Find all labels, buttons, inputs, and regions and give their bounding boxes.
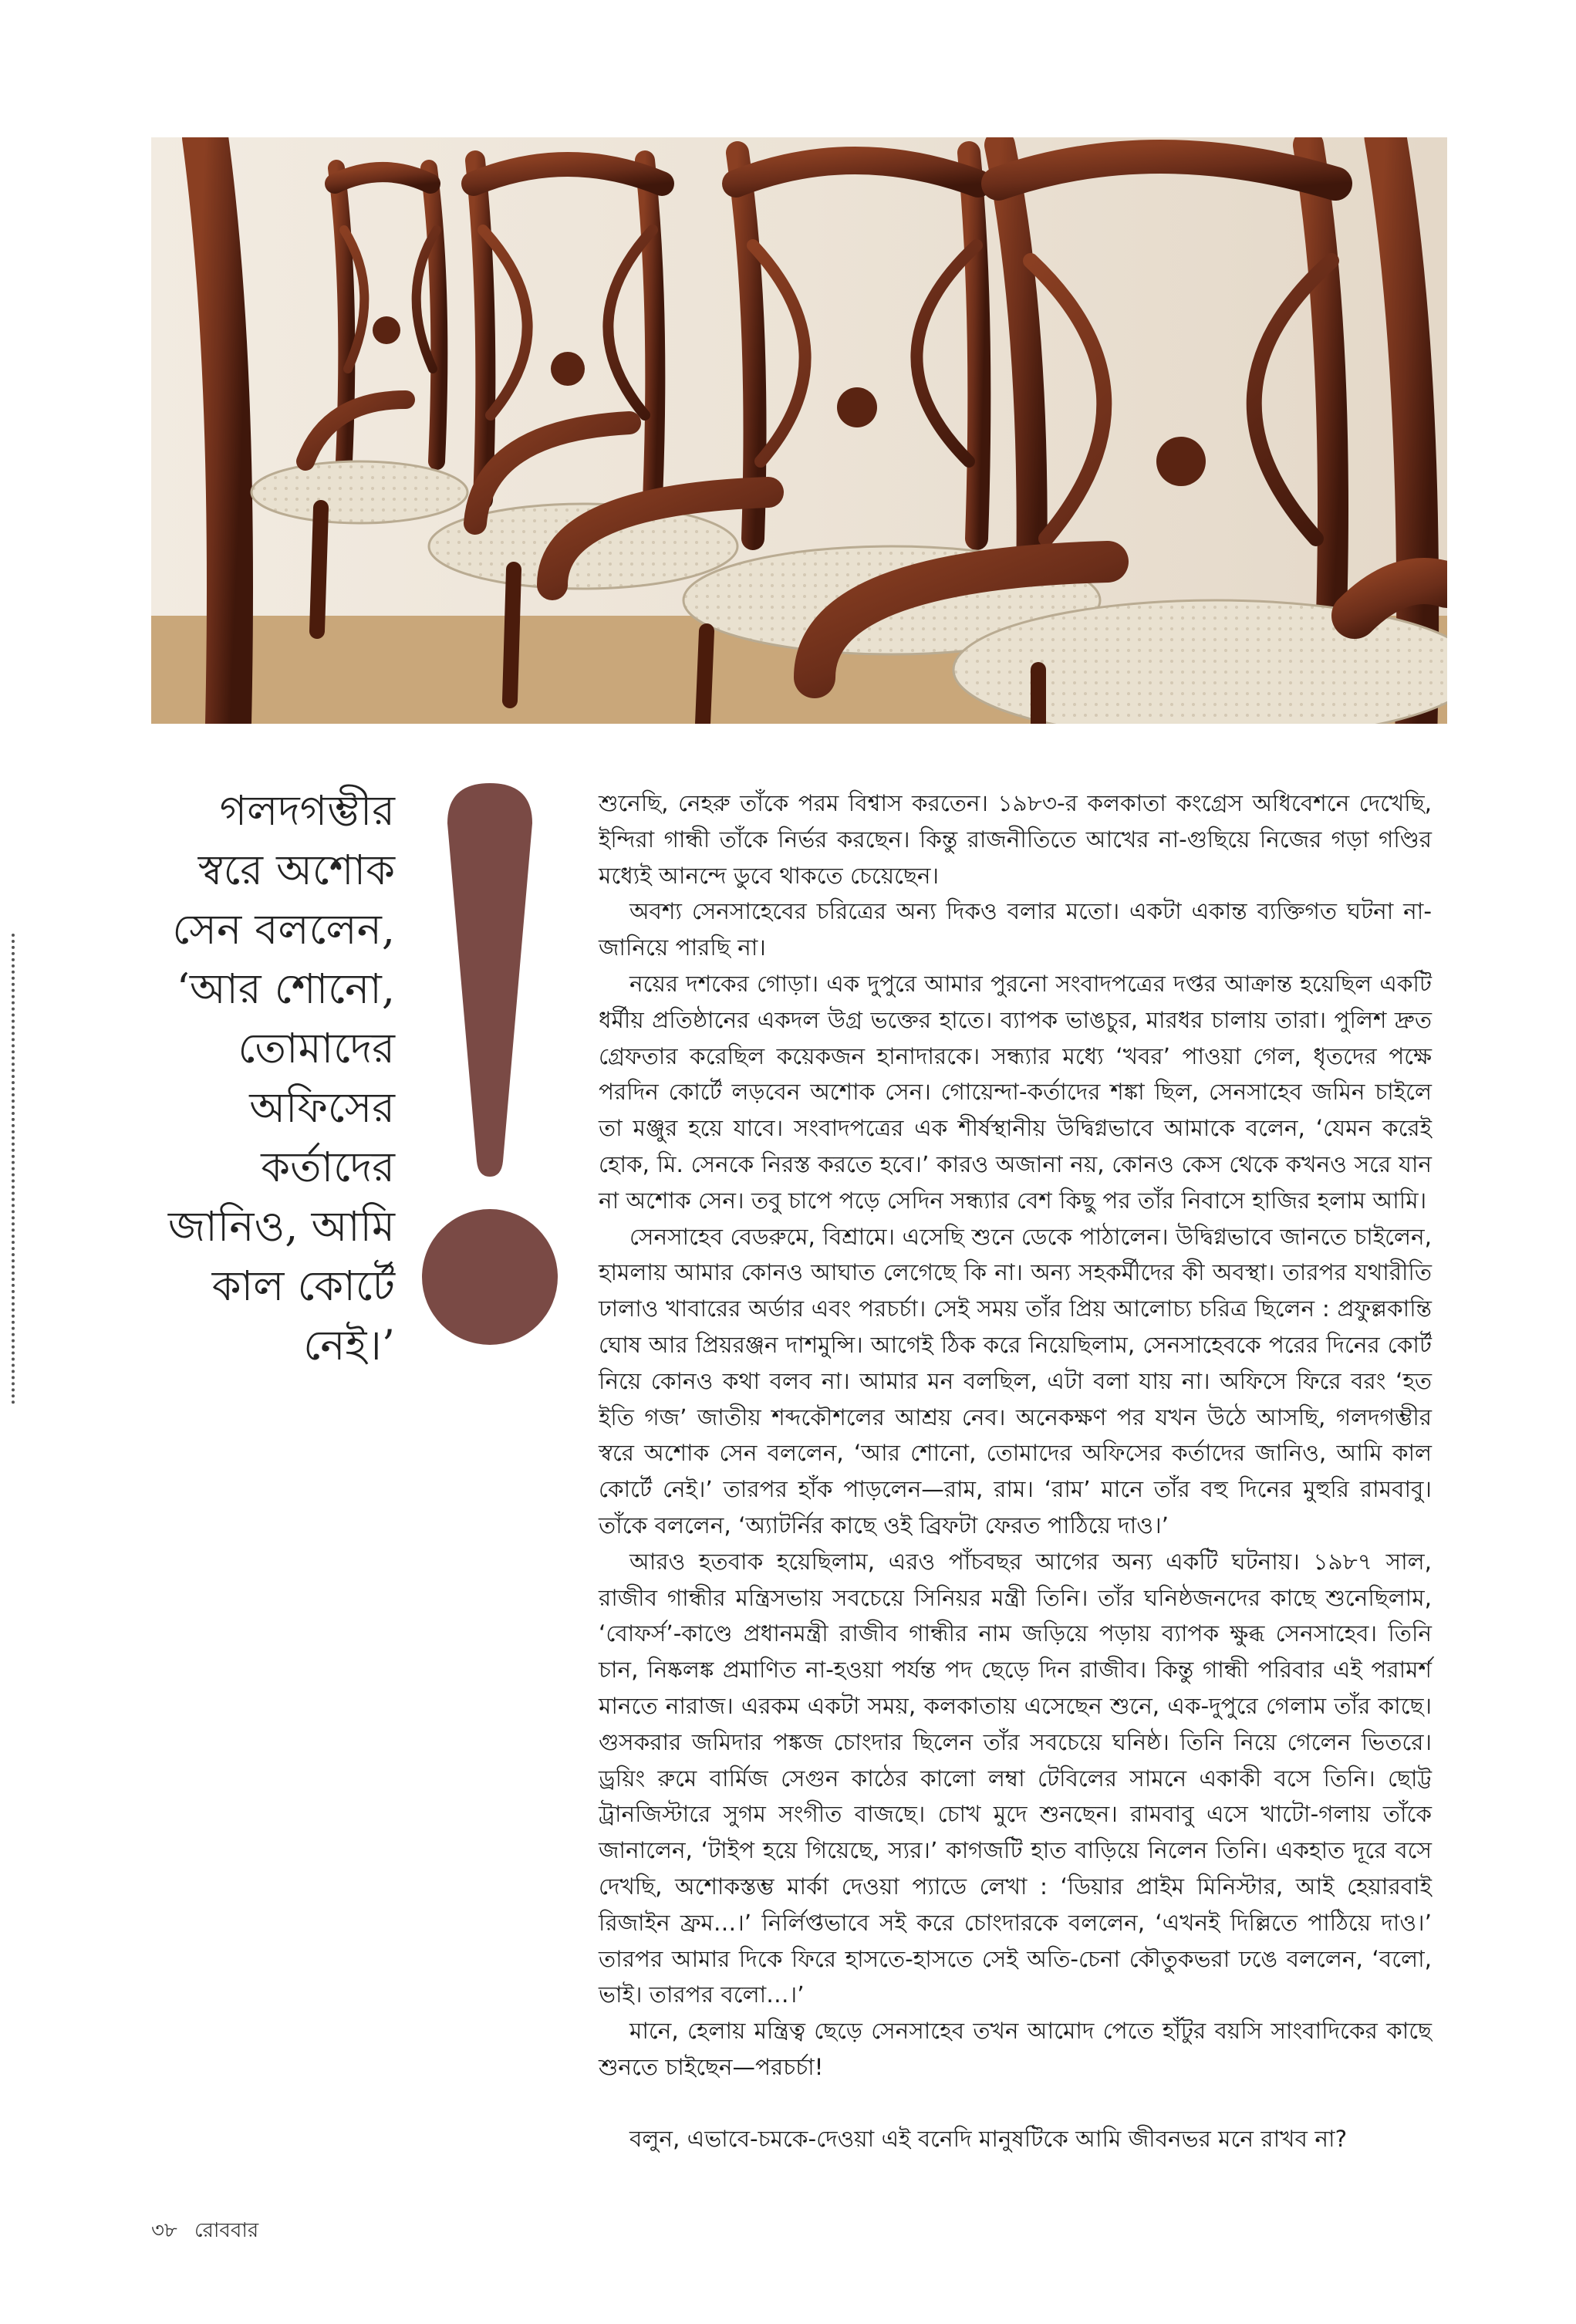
article-paragraph: অবশ্য সেনসাহেবের চরিত্রের অন্য দিকও বলার মতো। একটা একান্ত ব্যক্তিগত ঘটনা না-জানিয়ে পারছি না। bbox=[599, 898, 1432, 961]
article-paragraph: সেনসাহেব বেডরুমে, বিশ্রামে। এসেছি শুনে ডেকে পাঠালেন। উদ্বিগ্নভাবে জানতে চাইলেন, হামলায় আমার কোনও আঘাত লেগেছে কি না। অন্য সহকর্মীদের কী অবস্থা। তারপর যথারীতি ঢালাও খাবারের অর্ডার এবং পরচর্চা। সেই সময় তাঁর প্রিয় আলোচ্য চরিত্র ছিলেন : প্রফুল্লকান্তি ঘোষ আর প্রিয়রঞ্জন দাশমুন্সি। আগেই ঠিক করে নিয়েছিলাম, সেনসাহেবকে পরের দিনের কোর্ট নিয়ে কোনও কথা বলব না। আমার মন বলছিল, এটা বলা যায় না। অফিসে ফিরে বরং ‘হত ইতি গজ’ জাতীয় শব্দকৌশলের আশ্রয় নেব। অনেকক্ষণ পর যখন উঠে আসছি, গলদগম্ভীর স্বরে অশোক সেন বললেন, ‘আর শোনো, তোমাদের অফিসের কর্তাদের জানিও, আমি কাল কোর্টে নেই।’ তারপর হাঁক পাড়লেন—রাম, রাম। ‘রাম’ মানে তাঁর বহু দিনের মুহুরি রামবাবু। তাঁকে বললেন, ‘অ্যাটর্নির কাছে ওই ব্রিফটা ফেরত পাঠিয়ে দাও।’ bbox=[599, 1223, 1432, 1539]
article-paragraph: নয়ের দশকের গোড়া। এক দুপুরে আমার পুরনো সংবাদপত্রের দপ্তর আক্রান্ত হয়েছিল একটি ধর্মীয় প্রতিষ্ঠানের একদল উগ্র ভক্তের হাতে। ব্যাপক ভাঙচুর, মারধর চালায় তারা। পুলিশ দ্রুত গ্রেফতার করেছিল কয়েকজন হানাদারকে। সন্ধ্যার মধ্যে ‘খবর’ পাওয়া গেল, ধৃতদের পক্ষে পরদিন কোর্টে লড়বেন অশোক সেন। গোয়েন্দা-কর্তাদের শঙ্কা ছিল, সেনসাহেব জমিন চাইলে তা মঞ্জুর হয়ে যাবে। সংবাদপত্রের এক শীর্ষস্থানীয় উদ্বিগ্নভাবে আমাকে বলেন, ‘যেমন করেই হোক, মি. সেনকে নিরস্ত করতে হবে।’ কারও অজানা নয়, কোনও কেস থেকে কখনও সরে যান না অশোক সেন। তবু চাপে পড়ে সেদিন সন্ধ্যার বেশ কিছু পর তাঁর নিবাসে হাজির হলাম আমি। bbox=[599, 970, 1432, 1214]
pull-quote-line: কাল কোর্টে bbox=[211, 1262, 395, 1310]
pull-quote-line: সেন বললেন, bbox=[172, 905, 395, 954]
article-paragraph: আরও হতবাক হয়েছিলাম, এরও পাঁচবছর আগের অন্য একটি ঘটনায়। ১৯৮৭ সাল, রাজীব গান্ধীর মন্ত্রিসভায় সবচেয়ে সিনিয়র মন্ত্রী তিনি। তাঁর ঘনিষ্ঠজনদের কাছে শুনেছিলাম, ‘বোফর্স’-কাণ্ডে প্রধানমন্ত্রী রাজীব গান্ধীর নাম জড়িয়ে পড়ায় ব্যাপক ক্ষুব্ধ সেনসাহেব। তিনি চান, নিষ্কলঙ্ক প্রমাণিত না-হওয়া পর্যন্ত পদ ছেড়ে দিন রাজীব। কিন্তু গান্ধী পরিবার এই পরামর্শ মানতে নারাজ। এরকম একটা সময়, কলকাতায় এসেছেন শুনে, এক-দুপুরে গেলাম তাঁর কাছে। গুসকরার জমিদার পঙ্কজ চোংদার ছিলেন তাঁর সবচেয়ে ঘনিষ্ঠ। তিনি নিয়ে গেলেন ভিতরে। ড্রয়িং রুমে বার্মিজ সেগুন কাঠের কালো লম্বা টেবিলের সামনে একাকী বসে তিনি। ছোট্ট ট্রানজিস্টারে সুগম সংগীত বাজছে। চোখ মুদে শুনছেন। রামবাবু এসে খাটো-গলায় তাঁকে জানালেন, ‘টাইপ হয়ে গিয়েছে, স্যর।’ কাগজটি হাত বাড়িয়ে নিলেন তিনি। একহাত দূরে বসে দেখছি, অশোকস্তম্ভ মার্কা দেওয়া প্যাডে লেখা : ‘ডিয়ার প্রাইম মিনিস্টার, আই হেয়ারবাই রিজাইন ফ্রম…।’ নির্লিপ্তভাবে সই করে চোংদারকে বললেন, ‘এখনই দিল্লিতে পাঠিয়ে দাও।’ তারপর আমার দিকে ফিরে হাসতে-হাসতে সেই অতি-চেনা কৌতুকভরা ঢঙে বললেন, ‘বলো, ভাই। তারপর বলো…।’ bbox=[599, 1548, 1432, 2008]
magazine-name: রোববার bbox=[194, 2219, 259, 2242]
exclamation-mark-graphic bbox=[417, 775, 563, 1346]
pull-quote-line: ‘আর শোনো, bbox=[176, 964, 395, 1013]
article-paragraph: মানে, হেলায় মন্ত্রিত্ব ছেড়ে সেনসাহেব তখন আমোদ পেতে হাঁটুর বয়সি সাংবাদিকের কাছে শুনতে চাইছেন—পরচর্চা! bbox=[599, 2018, 1432, 2080]
page-number: ৩৮ bbox=[151, 2219, 177, 2242]
chairs-photo bbox=[151, 137, 1447, 724]
pull-quote-line: জানিও, আমি bbox=[167, 1202, 395, 1251]
page-footer bbox=[151, 2214, 269, 2248]
pull-quote-line: স্বরে অশোক bbox=[197, 846, 395, 894]
article-paragraph: শুনেছি, নেহরু তাঁকে পরম বিশ্বাস করতেন। ১৯৮৩-র কলকাতা কংগ্রেস অধিবেশনে দেখেছি, ইন্দিরা গান্ধী তাঁকে নির্ভর করছেন। কিন্তু রাজনীতিতে আখের না-গুছিয়ে নিজের গড়া গণ্ডির মধ্যেই আনন্দে ডুবে থাকতে চেয়েছেন। bbox=[599, 790, 1432, 889]
pull-quote-line: তোমাদের bbox=[238, 1024, 395, 1072]
chairs-illustration bbox=[151, 137, 1447, 724]
dotted-margin-rule bbox=[12, 934, 15, 1404]
pull-quote-line: গলদগম্ভীর bbox=[219, 786, 395, 835]
pull-quote-line: নেই।’ bbox=[303, 1321, 395, 1370]
pull-quote-line: কর্তাদের bbox=[261, 1143, 395, 1191]
pull-quote bbox=[151, 781, 395, 1375]
pull-quote-line: অফিসের bbox=[249, 1083, 395, 1132]
article-body bbox=[599, 785, 1432, 2157]
article-closing-line: বলুন, এভাবে-চমকে-দেওয়া এই বনেদি মানুষটিকে আমি জীবনভর মনে রাখব না? bbox=[629, 2125, 1348, 2152]
